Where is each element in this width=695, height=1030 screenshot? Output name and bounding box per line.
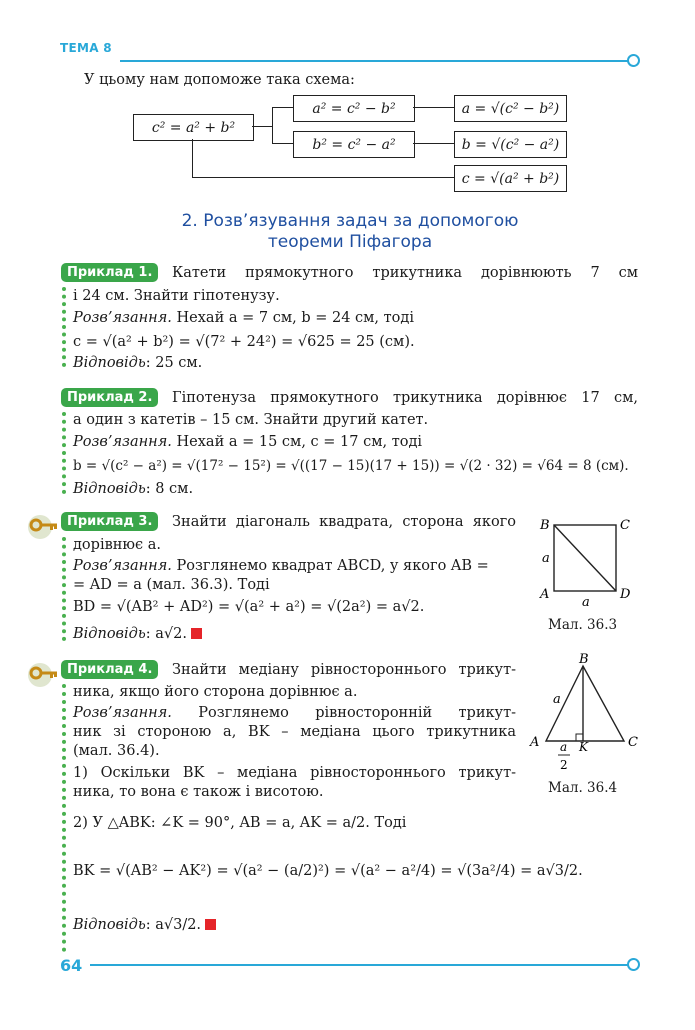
answer-label: Відповідь xyxy=(73,481,146,497)
example-3-dots xyxy=(62,537,70,641)
scheme-wire xyxy=(272,107,273,144)
scheme-res2-box xyxy=(454,131,567,158)
example-2-dots xyxy=(62,412,70,494)
solution-text: Нехай a = 15 см, c = 17 см, тоді xyxy=(171,434,423,450)
example-2-line2: а один з катетів – 15 см. Знайти другий катет. xyxy=(73,412,429,428)
key-icon xyxy=(27,662,61,688)
answer-text: : a√3/2. xyxy=(145,917,202,933)
answer-text: : 8 см. xyxy=(145,481,194,497)
scheme-mid1: a² = c² − b² xyxy=(312,100,396,117)
scheme-root-box xyxy=(133,114,254,141)
example-3-solution xyxy=(73,557,489,576)
section-title-line1: 2. Розв’язування задач за допомогою xyxy=(181,211,519,231)
example-2-badge: Приклад 2. xyxy=(61,388,158,407)
vertex-a-label: A xyxy=(540,587,550,602)
example-4-badge: Приклад 4. xyxy=(61,660,158,679)
side-ab-label: a xyxy=(553,692,561,707)
half-side-denominator: 2 xyxy=(560,758,568,772)
example-1-line2: і 24 см. Знайти гіпотенузу. xyxy=(73,288,280,304)
example-3-line2: дорівнює a. xyxy=(73,537,162,553)
footer-rule xyxy=(90,964,628,966)
solution-label: Розв’язання. xyxy=(73,705,172,721)
scheme-res2: b = √(c² − a²) xyxy=(461,136,560,153)
example-3-badge: Приклад 3. xyxy=(61,512,158,531)
scheme-mid2-box xyxy=(293,131,415,158)
figure-36-4-caption: Мал. 36.4 xyxy=(548,780,618,796)
scheme-res3: c = √(a² + b²) xyxy=(461,170,560,187)
example-4-formula: BK = √(AB² − AK²) = √(a² − (a/2)²) = √(a² − a²/4) = √(3a²/4) = a√3/2. xyxy=(73,863,583,879)
page-number: 64 xyxy=(60,956,83,975)
vertex-c-label: C xyxy=(620,518,630,533)
solution-text: Нехай a = 7 см, b = 24 см, тоді xyxy=(171,310,414,326)
figure-36-4 xyxy=(526,648,646,776)
footer-rule-end xyxy=(627,958,640,971)
end-of-proof-mark xyxy=(191,628,202,639)
section-title-line2: теореми Піфагора xyxy=(267,232,433,252)
scheme-wire xyxy=(413,107,454,108)
example-1-formula: c = √(a² + b²) = √(7² + 24²) = √625 = 25 (см). xyxy=(73,334,415,350)
example-4-solution xyxy=(73,704,516,723)
point-k-label: K xyxy=(579,740,588,754)
scheme-mid2: b² = c² − a² xyxy=(312,136,396,153)
header-rule xyxy=(120,60,628,62)
scheme-res1: a = √(c² − b²) xyxy=(461,100,560,117)
scheme-wire xyxy=(252,126,272,127)
example-3-answer xyxy=(73,625,202,644)
scheme-wire xyxy=(192,139,193,178)
header-rule-end xyxy=(627,54,640,67)
vertex-d-label: D xyxy=(620,587,631,602)
example-4-step2: 2) У △ABK: ∠K = 90°, AB = a, AK = a/2. Тоді xyxy=(73,815,407,831)
example-1-answer xyxy=(73,354,202,373)
scheme-wire xyxy=(272,107,293,108)
example-4-step1-line2: ника, то вона є також і висотою. xyxy=(73,784,324,800)
answer-label: Відповідь xyxy=(73,355,146,371)
scheme-mid1-box xyxy=(293,95,415,122)
section-title xyxy=(120,211,580,253)
example-2-line1: Гіпотенуза прямокутного трикутника дорівнює 17 см, xyxy=(172,390,638,406)
scheme-res3-box xyxy=(454,165,567,192)
figure-36-3 xyxy=(534,514,639,614)
diagonal-bd xyxy=(554,525,616,591)
answer-label: Відповідь xyxy=(73,917,146,933)
vertex-a-label: A xyxy=(530,735,540,750)
scheme-root: c² = a² + b² xyxy=(151,119,236,136)
vertex-b-label: B xyxy=(579,652,589,667)
vertex-b-label: B xyxy=(540,518,550,533)
example-4-solution-line2: ник зі стороною a, BK – медіана цього трикутника xyxy=(73,724,516,740)
scheme-res1-box xyxy=(454,95,567,122)
example-4-line1: Знайти медіану рівностороннього трикут- xyxy=(172,662,516,678)
scheme-wire xyxy=(192,177,454,178)
example-3-formula: BD = √(AB² + AD²) = √(a² + a²) = √(2a²) = a√2. xyxy=(73,599,425,615)
example-1-dots xyxy=(62,287,70,367)
example-4-line2: ника, якщо його сторона дорівнює a. xyxy=(73,684,358,700)
side-bottom-label: a xyxy=(582,595,590,610)
answer-text: : a√2. xyxy=(145,626,187,642)
example-3-line1: Знайти діагональ квадрата, сторона якого xyxy=(172,514,516,530)
key-icon xyxy=(27,514,61,540)
scheme-wire xyxy=(272,143,293,144)
example-2-solution xyxy=(73,433,422,452)
example-2-answer xyxy=(73,480,193,499)
answer-label: Відповідь xyxy=(73,626,146,642)
vertex-c-label: C xyxy=(628,735,638,750)
example-4-step1-line1: 1) Оскільки BK – медіана рівностороннього трикут- xyxy=(73,765,516,781)
example-2-formula: b = √(c² − a²) = √(17² − 15²) = √((17 − 15)(17 + 15)) = √(2 · 32) = √64 = 8 (см). xyxy=(73,458,629,474)
solution-label: Розв’язання. xyxy=(73,434,172,450)
example-4-answer xyxy=(73,916,216,935)
answer-text: : 25 см. xyxy=(145,355,203,371)
example-1-line1: Катети прямокутного трикутника дорівнюють 7 см xyxy=(172,265,638,281)
example-4-dots xyxy=(62,684,70,952)
intro-text: У цьому нам допоможе така схема: xyxy=(84,72,355,88)
example-3-solution-line2: = AD = a (мал. 36.3). Тоді xyxy=(73,577,270,593)
end-of-proof-mark xyxy=(205,919,216,930)
half-side-numerator: a xyxy=(560,740,568,754)
example-1-badge: Приклад 1. xyxy=(61,263,158,282)
example-4-solution-line3: (мал. 36.4). xyxy=(73,743,160,759)
side-left-label: a xyxy=(542,551,550,566)
example-1-solution xyxy=(73,309,414,328)
solution-text: Розглянемо квадрат ABCD, у якого AB = xyxy=(171,558,489,574)
solution-label: Розв’язання. xyxy=(73,310,172,326)
scheme-wire xyxy=(413,143,454,144)
solution-text: Розглянемо рівносторонній трикут- xyxy=(171,705,516,721)
topic-header: ТЕМА 8 xyxy=(60,41,112,55)
figure-36-3-caption: Мал. 36.3 xyxy=(548,617,618,633)
solution-label: Розв’язання. xyxy=(73,558,172,574)
